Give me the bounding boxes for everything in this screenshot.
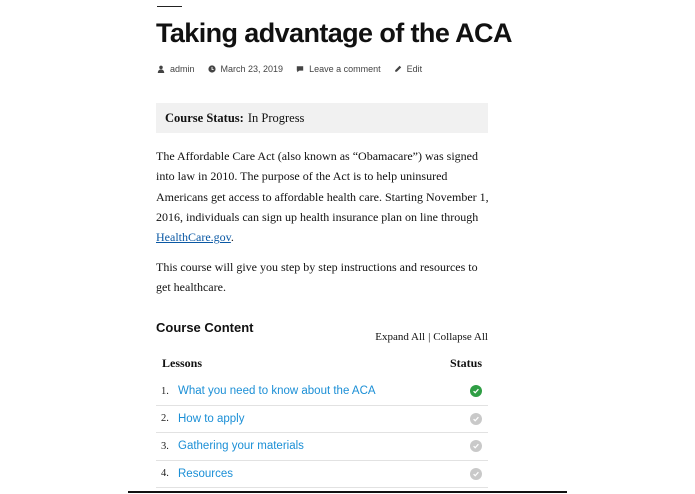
course-status-value: In Progress (247, 110, 305, 125)
collapse-all-button[interactable]: Collapse All (433, 331, 488, 343)
author-link[interactable]: admin (170, 64, 195, 74)
lesson-link[interactable]: Resources (178, 467, 233, 480)
lesson-row (156, 461, 488, 489)
lesson-row (156, 406, 488, 434)
post-meta (157, 63, 435, 75)
pencil-icon (394, 65, 402, 73)
edit-link[interactable]: Edit (406, 64, 423, 74)
lesson-link[interactable]: What you need to know about the ACA (178, 385, 376, 398)
page-title: Taking advantage of the ACA (156, 18, 512, 48)
date-link[interactable]: March 23, 2019 (220, 64, 284, 74)
meta-edit[interactable] (394, 64, 423, 74)
lessons-header (156, 351, 488, 376)
meta-date[interactable] (208, 64, 284, 74)
status-column-header: Status (449, 356, 482, 370)
lesson-number: 2. (161, 413, 169, 425)
title-rule (157, 6, 182, 7)
lesson-row (156, 378, 488, 406)
course-status-box (156, 103, 488, 133)
incomplete-check-icon (470, 413, 482, 425)
comment-icon (296, 65, 304, 73)
lesson-number: 4. (161, 468, 169, 480)
lesson-number: 3. (161, 440, 169, 452)
intro-paragraph (156, 146, 492, 247)
separator: | (428, 331, 431, 343)
lesson-number: 1. (161, 385, 169, 397)
user-icon (157, 65, 165, 73)
course-description: This course will give you step by step instructions and resources to get healthcare. (156, 260, 478, 295)
intro-end: . (230, 230, 234, 245)
expand-all-button[interactable]: Expand All (375, 331, 426, 343)
incomplete-check-icon (470, 440, 482, 452)
expand-collapse-controls (375, 331, 488, 343)
lesson-row (156, 433, 488, 461)
meta-comment[interactable] (296, 64, 381, 74)
course-content-heading: Course Content (156, 320, 254, 335)
complete-check-icon (470, 385, 482, 397)
meta-author[interactable] (157, 64, 195, 74)
clock-icon (208, 65, 216, 73)
page-bottom-border (128, 491, 567, 493)
healthcare-gov-link[interactable]: HealthCare.gov (156, 230, 231, 245)
lesson-link[interactable]: How to apply (178, 412, 245, 425)
lessons-column-header: Lessons (162, 356, 203, 370)
incomplete-check-icon (470, 468, 482, 480)
course-status-label: Course Status: (165, 110, 244, 125)
lesson-link[interactable]: Gathering your materials (178, 440, 304, 453)
lesson-list (156, 378, 488, 488)
comment-link[interactable]: Leave a comment (309, 64, 381, 74)
intro-text: The Affordable Care Act (also known as “Obamacare”) was signed into law in 2010. The purpose of the Act is to help uninsured Americans get access to affordable health care. Starting November 1, 2016, individuals can sign up health insurance plan on line through (156, 149, 489, 224)
